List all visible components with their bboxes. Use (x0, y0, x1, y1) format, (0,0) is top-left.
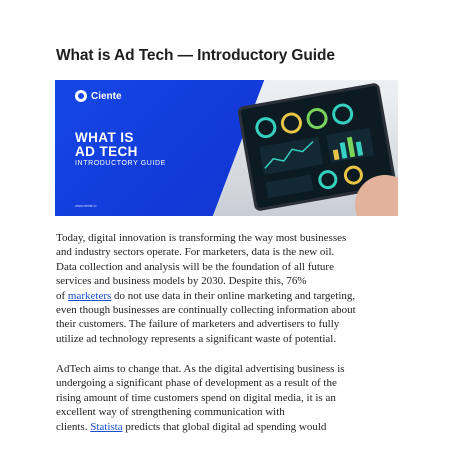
banner-subheading: INTRODUCTORY GUIDE (75, 160, 166, 167)
paragraph-adtech (56, 362, 404, 434)
banner-heading-line1: WHAT IS (75, 130, 134, 145)
banner-heading (75, 131, 138, 159)
text-line (56, 289, 404, 303)
text-line: their customers. The failure of marketers and advertisers to fully (56, 318, 340, 331)
text-line: undergoing a significant phase of development as a result of the (56, 377, 337, 390)
text-line: even though businesses are continually collecting information about (56, 303, 356, 316)
text-span: do not use data in their online marketing and targeting, (111, 289, 356, 302)
text-span: clients. (56, 420, 91, 433)
text-line: rising amount of time customers spend on digital media, it is an (56, 391, 336, 404)
text-line: Data collection and analysis will be the foundation of all future (56, 260, 334, 273)
text-line: and industry sectors operate. For marketers, data is the new oil. (56, 246, 335, 259)
paragraph-intro (56, 231, 404, 346)
statista-link[interactable]: Statista (90, 420, 123, 433)
banner-url: www.ciente.io (75, 204, 97, 208)
hero-banner-image (55, 80, 398, 216)
text-line: Today, digital innovation is transforming the way most businesses (56, 232, 347, 244)
text-line: services and business models by 2030. Despite this, 76% (56, 275, 307, 288)
brand-name: Ciente (91, 90, 122, 102)
marketers-link[interactable]: marketers (67, 289, 112, 302)
text-span: predicts that global digital ad spending would (122, 420, 327, 433)
brand-logo (75, 90, 122, 102)
text-line: AdTech aims to change that. As the digital advertising business is (56, 363, 345, 375)
text-span: of (56, 289, 68, 302)
text-line (56, 420, 404, 434)
banner-heading-line2: AD TECH (75, 144, 138, 159)
ciente-logo-icon (75, 90, 87, 102)
page-title: What is Ad Tech — Introductory Guide (56, 47, 335, 64)
text-line: excellent way of strengthening communication with (56, 406, 285, 419)
text-line: utilize ad technology represents a significant waste of potential. (56, 332, 337, 345)
